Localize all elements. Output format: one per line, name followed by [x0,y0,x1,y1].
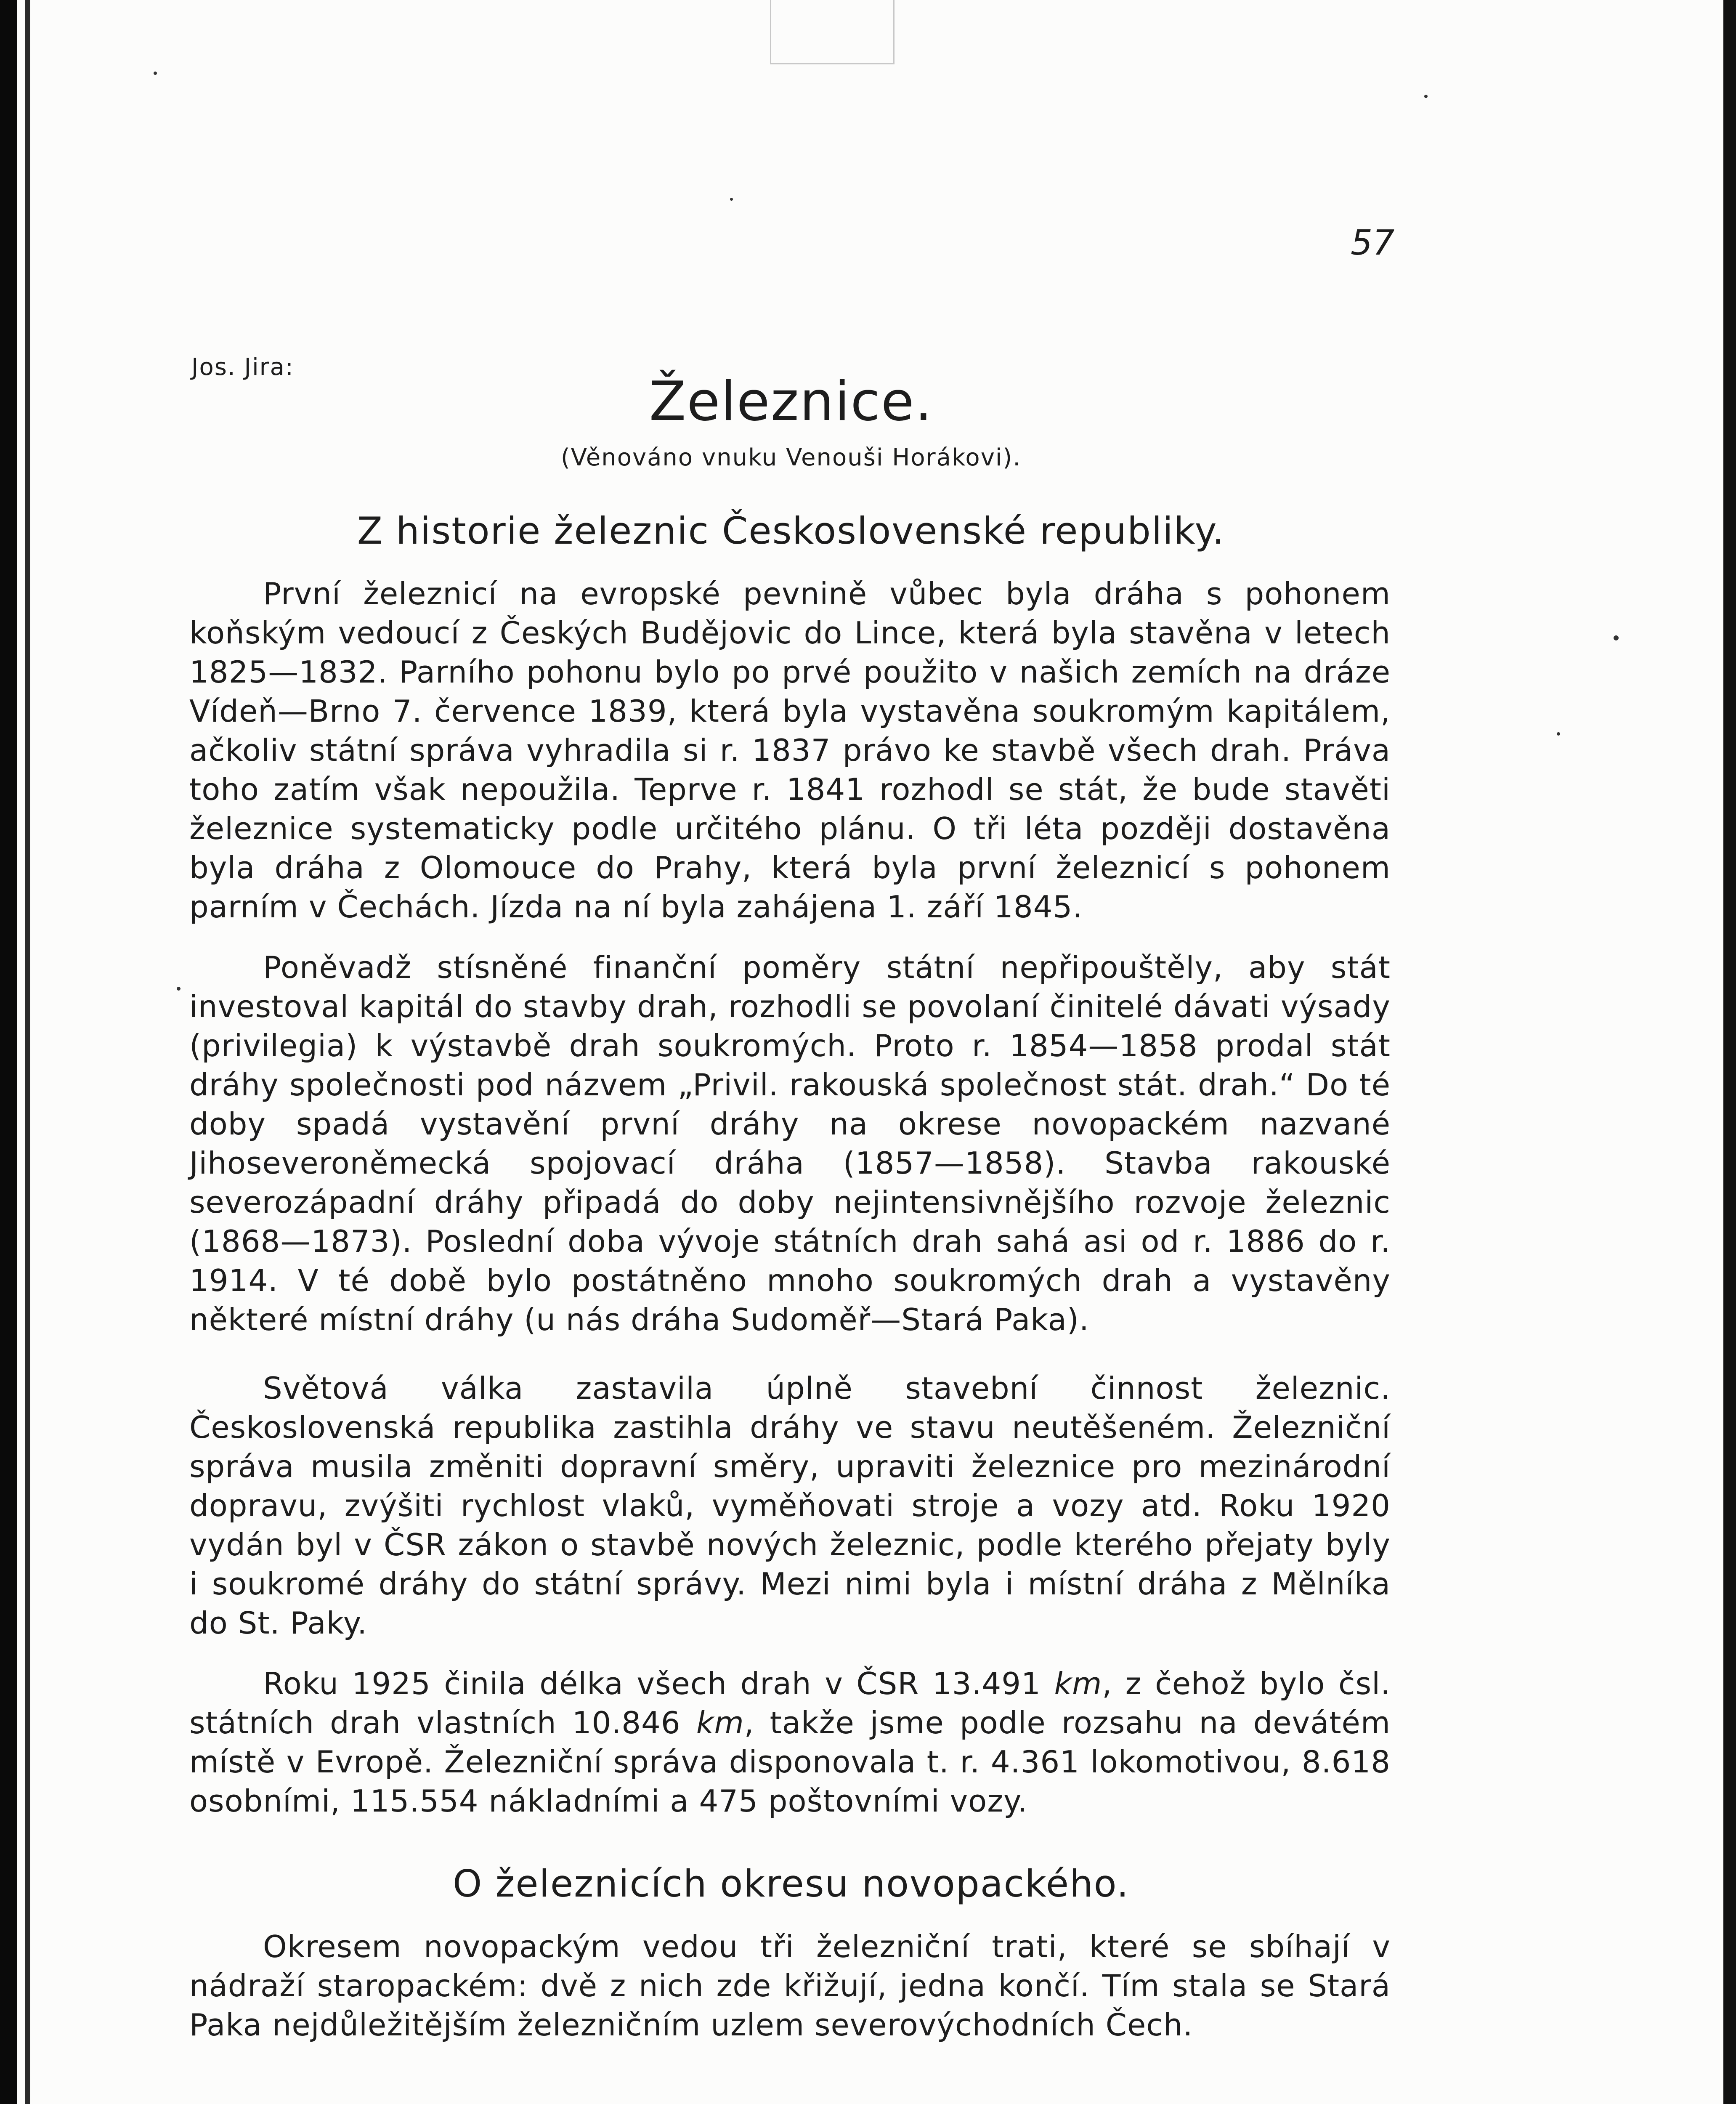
paragraph: Světová válka zastavila úplně stavební činnost železnic. Československá republika zastihla dráhy ve stavu neutěšeném. Železniční správa musila změniti dopravní směry, upraviti železnice pro mezinárodní dopravu, zvýšiti rychlost vlaků, vyměňovati stroje a vozy atd. Roku 1920 vydán byl v ČSR zákon o stavbě nových železnic, podle kterého přejaty byly i soukromé dráhy do státní správy. Mezi nimi byla i místní dráha z Mělníka do St. Paky. [189,1371,1391,1641]
paragraph: Poněvadž stísněné finanční poměry státní nepřipouštěly, aby stát investoval kapitál do stavby drah, rozhodli se povolaní činitelé dávati výsady (privilegia) k výstavbě drah soukromých. Proto r. 1854—1858 prodal stát dráhy společnosti pod názvem „Privil. rakouská společnost stát. drah.“ Do té doby spadá vystavění první dráhy na okrese novopackém nazvané Jihoseveroněmecká spojovací dráha (1857—1858). Stavba rakouské severozápadní dráhy připadá do doby nejintensivnějšího rozvoje železnic (1868—1873). Poslední doba vývoje státních drah sahá asi od r. 1886 do r. 1914. V té době bylo postátněno mnoho soukromých drah a vystavěny některé místní dráhy (u nás dráha Sudoměř—Stará Paka). [189,950,1391,1337]
speck [1614,635,1619,640]
author-name: Jos. Jira: [191,353,294,381]
paragraph: První železnicí na evropské pevnině vůbec byla dráha s pohonem koňským vedoucí z Českých Budějovic do Lince, která byla stavěna v letech 1825—1832. Parního pohonu bylo po prvé použito v našich zemích na dráze Vídeň—Brno 7. července 1839, která byla vystavěna soukromým kapitálem, ačkoliv státní správa vyhradila si r. 1837 právo ke stavbě všech drah. Práva toho zatím však nepoužila. Teprve r. 1841 rozhodl se stát, že bude stavěti železnice systematicky podle určitého plánu. O tři léta později dostavěna byla dráha z Olomouce do Prahy, která byla první železnicí s pohonem parním v Čechách. Jízda na ní byla zahájena 1. září 1845. [189,576,1391,924]
paragraph-text: , z čehož bylo čsl. státních drah vlastních 10.846 [189,1666,1391,1740]
section-title-history: Z historie železnic Československé republiky. [357,509,1225,553]
scan-right-border [1723,0,1736,2104]
scan-left-border-inner [25,0,30,2104]
dedication: (Věnováno vnuku Venouši Horákovi). [560,444,1022,471]
speck [1424,95,1428,98]
speck [1557,732,1560,736]
scan-left-border [0,0,17,2104]
paragraph-statistics [189,1664,1391,1821]
unit-km: km [1054,1666,1102,1701]
article-title: Železnice. [649,370,933,433]
speck [177,987,181,991]
paragraph-text: , takže jsme podle rozsahu na devátém místě v Evropě. Železniční správa disponovala t. r. 4.361 lokomotivou, 8.618 osobními, 115.554 nákladními a 475 poštovními vozy. [189,1705,1391,1819]
speck [730,198,733,201]
binding-mark [770,0,895,64]
section-title-district: O železnicích okresu novopackého. [452,1862,1130,1905]
paragraph: Okresem novopackým vedou tři železniční trati, které se sbíhají v nádraží staropackém: dvě z nich zde křižují, jedna končí. Tím stala se Stará Paka nejdůležitějším železničním uzlem severovýchodních Čech. [189,1929,1391,2043]
page-number: 57 [1351,223,1395,263]
unit-km: km [696,1705,744,1740]
paragraph-text: Roku 1925 činila délka všech drah v ČSR 13.491 [263,1666,1054,1701]
speck [154,72,157,75]
